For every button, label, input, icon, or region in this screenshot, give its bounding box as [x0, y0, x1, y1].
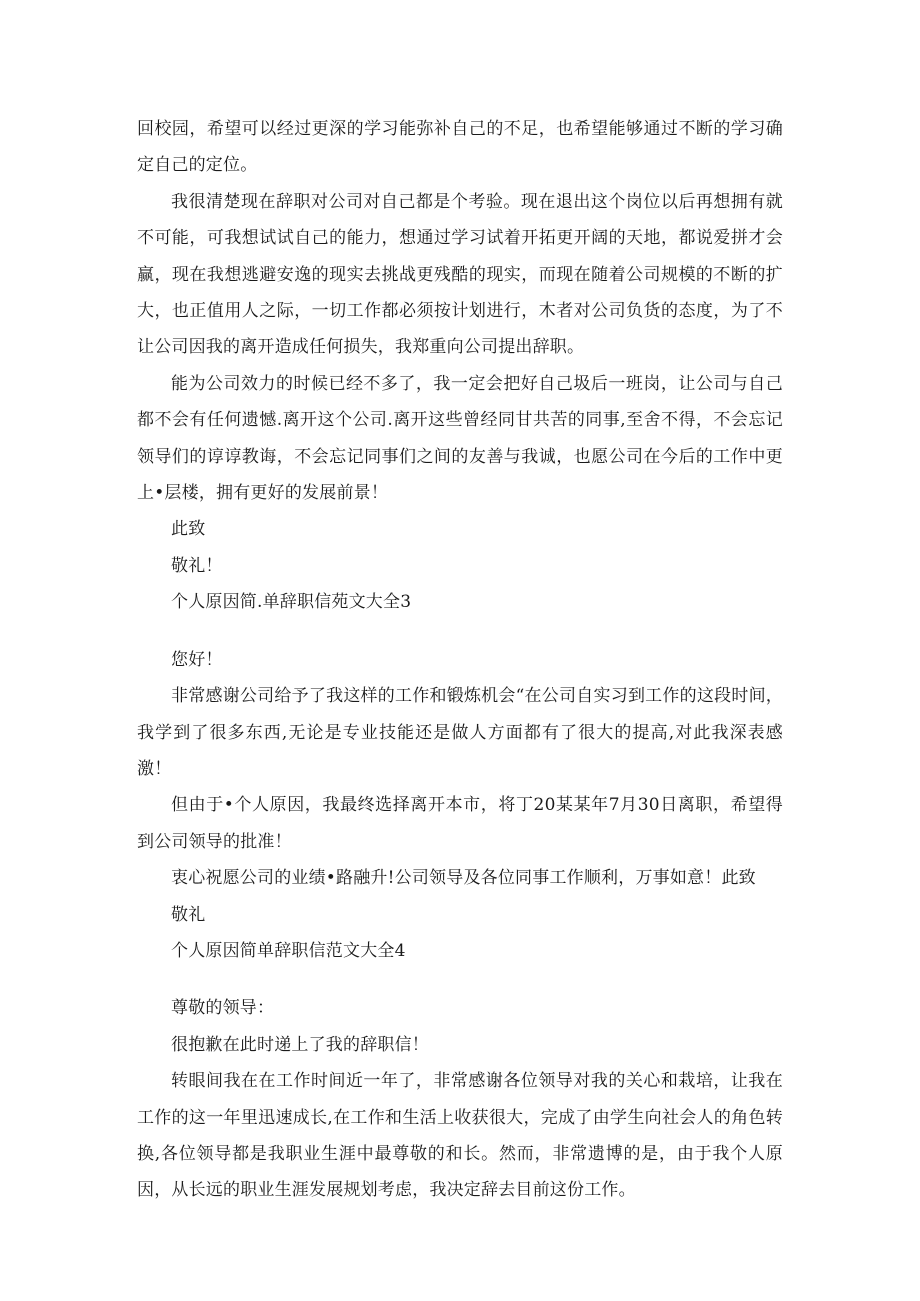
greeting: 您好！	[171, 649, 223, 670]
paragraph: 我很清楚现在辞职对公司对自己都是个考验。现在退出这个岗位以后再想拥有就不可能，可我想试试自己的能力，想通过学习试着开拓更开阔的天地，都说爱拼才会赢，现在我想逃避安逸的现实去挑战更残酷的现实，而现在随着公司规模的不断的扩大，也正值用人之际，一切工作都必须按计划进行，木者对公司负货的态度，为了不让公司因我的离开造成任何损失，我郑重向公司提出辞职。	[137, 191, 783, 358]
closing-salutation: 此致	[171, 519, 206, 540]
closing-regards: 敬礼	[171, 904, 206, 925]
document-body	[137, 111, 783, 1209]
section-heading: 个人原因简.单辞职信苑文大全3	[171, 592, 412, 613]
paragraph: 回校园，希望可以经过更深的学习能弥补自己的不足，也希望能够通过不断的学习确定自己的定位。	[137, 119, 783, 176]
paragraph: 能为公司效力的时候已经不多了，我一定会把好自己圾后一班岗，让公司与自己都不会有任何遗憾.离开这个公司.离开这些曾经同甘共苦的同事,至舍不得，不会忘记领导们的谆谆教诲，不会忘记同事们之间的友善与我诚，也愿公司在今后的工作中更上•层楼，拥有更好的发展前景！	[137, 373, 783, 504]
closing-regards: 敬礼！	[171, 555, 223, 576]
paragraph: 衷心祝愿公司的业绩•路融升!公司领导及各位同事工作顺利，万事如意！此致	[171, 868, 756, 889]
greeting: 尊敬的领导：	[171, 998, 275, 1019]
paragraph: 很抱歉在此时递上了我的辞职信！	[171, 1034, 429, 1055]
section-heading: 个人原因简单辞职信范文大全4	[171, 940, 406, 961]
paragraph: 但由于•个人原因，我最终选择离开本市，将丁20某某年7月30日离职，希望得到公司领导的批准！	[137, 795, 783, 852]
paragraph: 转眼间我在在工作时间近一年了，非常感谢各位领导对我的关心和栽培，让我在工作的这一年里迅速成长,在工作和生活上收获很大，完成了由学生向社会人的角色转换,各位领导都是我职业生涯中最尊敬的和长。然而，非常遗博的是，由于我个人原因，从长远的职业生涯发展规划考虑，我决定辞去目前这份工作。	[137, 1071, 783, 1201]
paragraph: 非常感谢公司给予了我这样的工作和锻炼机会“在公司自实习到工作的这段时间，我学到了很多东西,无论是专业技能还是做人方面都有了很大的提高,对此我深表感激！	[137, 686, 783, 779]
